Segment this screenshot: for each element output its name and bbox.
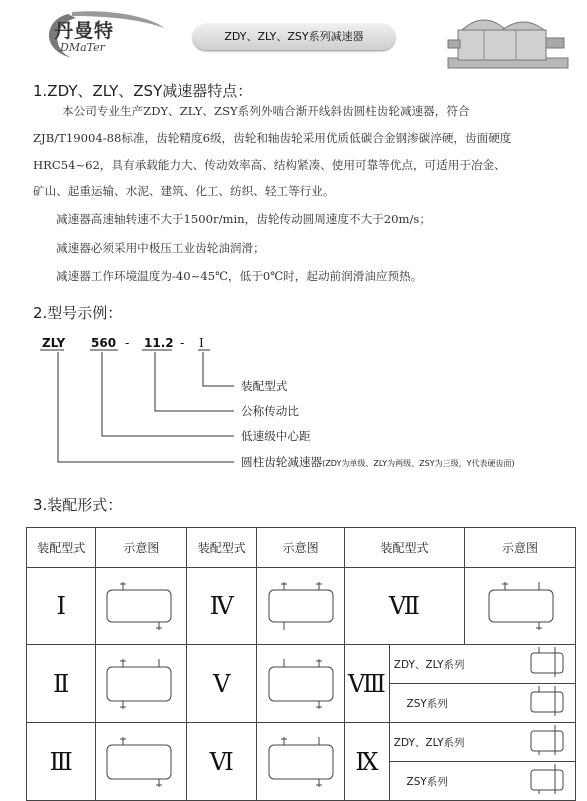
model-dash: -: [180, 336, 185, 350]
assembly-table: [26, 527, 576, 801]
series-note: (ZDY为单级、ZLY为两级、ZSY为三级，Y代表硬齿面): [322, 459, 515, 468]
col-header-diagram: 示意图: [257, 528, 345, 568]
col-header-type: 装配型式: [27, 528, 96, 568]
diagram-III: [96, 723, 187, 801]
label-cylindrical-reducer: [241, 454, 515, 470]
sub-zsy-label: ZSY系列: [389, 684, 464, 723]
diagram-IV: [257, 568, 345, 645]
table-row: [27, 645, 576, 684]
section3-heading: 3.装配形式：: [33, 496, 123, 514]
model-series: ZLY: [42, 336, 66, 350]
lubrication-note: 减速器必须采用中极压工业齿轮油润滑；: [56, 241, 265, 255]
type-III: Ⅲ: [27, 723, 96, 801]
diagram-VIII-zsy: [464, 684, 575, 723]
label-nominal-ratio: 公称传动比: [241, 404, 299, 418]
col-header-type: 装配型式: [345, 528, 465, 568]
table-row: [27, 723, 576, 762]
diagram-VI: [257, 723, 345, 801]
table-header-row: [27, 528, 576, 568]
sub-zdy-zly-label: ZDY、ZLY系列: [389, 723, 464, 762]
section2-heading: 2.型号示例：: [33, 304, 123, 322]
col-header-diagram: 示意图: [96, 528, 187, 568]
diagram-IX-zsy: [464, 762, 575, 801]
label-center-distance: 低速级中心距: [241, 429, 311, 443]
model-dash: -: [125, 336, 130, 350]
model-assembly: Ⅰ: [199, 336, 204, 350]
model-ratio: 11.2: [144, 336, 174, 350]
type-IX: Ⅸ: [345, 723, 390, 801]
speed-note: 减速器高速轴转速不大于1500r/min，齿轮传动圆周速度不大于20m/s；: [56, 212, 431, 226]
diagram-IX-zdy: [464, 723, 575, 762]
type-VII: Ⅶ: [345, 568, 465, 645]
type-VI: Ⅵ: [187, 723, 257, 801]
diagram-II: [96, 645, 187, 723]
model-center-distance: 560: [91, 336, 117, 350]
diagram-VIII-zdy: [464, 645, 575, 684]
feature-paragraph-line: 矿山、起重运输、水泥、建筑、化工、纺织、轻工等行业。: [33, 184, 335, 198]
diagram-V: [257, 645, 345, 723]
diagram-VII: [464, 568, 575, 645]
col-header-diagram: 示意图: [464, 528, 575, 568]
table-row: [27, 568, 576, 645]
sub-zsy-label: ZSY系列: [389, 762, 464, 801]
type-V: Ⅴ: [187, 645, 257, 723]
logo-english-name: DMaTer: [60, 41, 105, 54]
section1-heading: 1.ZDY、ZLY、ZSY减速器特点：: [33, 82, 253, 100]
type-I: Ⅰ: [27, 568, 96, 645]
feature-paragraph-line: 本公司专业生产ZDY、ZLY、ZSY系列外啮合渐开线斜齿圆柱齿轮减速器，符合: [62, 104, 470, 118]
feature-paragraph-line: ZJB/T19004-88标准，齿轮精度6级，齿轮和轴齿轮采用优质低碳合金钢渗碳淬硬，齿面硬度: [33, 131, 512, 145]
type-VIII: Ⅷ: [345, 645, 390, 723]
type-IV: Ⅳ: [187, 568, 257, 645]
type-II: Ⅱ: [27, 645, 96, 723]
feature-paragraph-line: HRC54~62，具有承载能力大、传动效率高、结构紧凑、使用可靠等优点，可适用于冶金、: [33, 158, 506, 172]
diagram-I: [96, 568, 187, 645]
label-assembly-type: 装配型式: [241, 379, 288, 393]
logo-chinese-name: 丹曼特: [54, 20, 115, 42]
page-title: ZDY、ZLY、ZSY系列减速器: [193, 24, 395, 50]
sub-zdy-zly-label: ZDY、ZLY系列: [389, 645, 464, 684]
label-series-text: 圆柱齿轮减速器: [241, 455, 323, 469]
temperature-note: 减速器工作环境温度为-40~45℃，低于0℃时，起动前润滑油应预热。: [56, 269, 423, 283]
col-header-type: 装配型式: [187, 528, 257, 568]
